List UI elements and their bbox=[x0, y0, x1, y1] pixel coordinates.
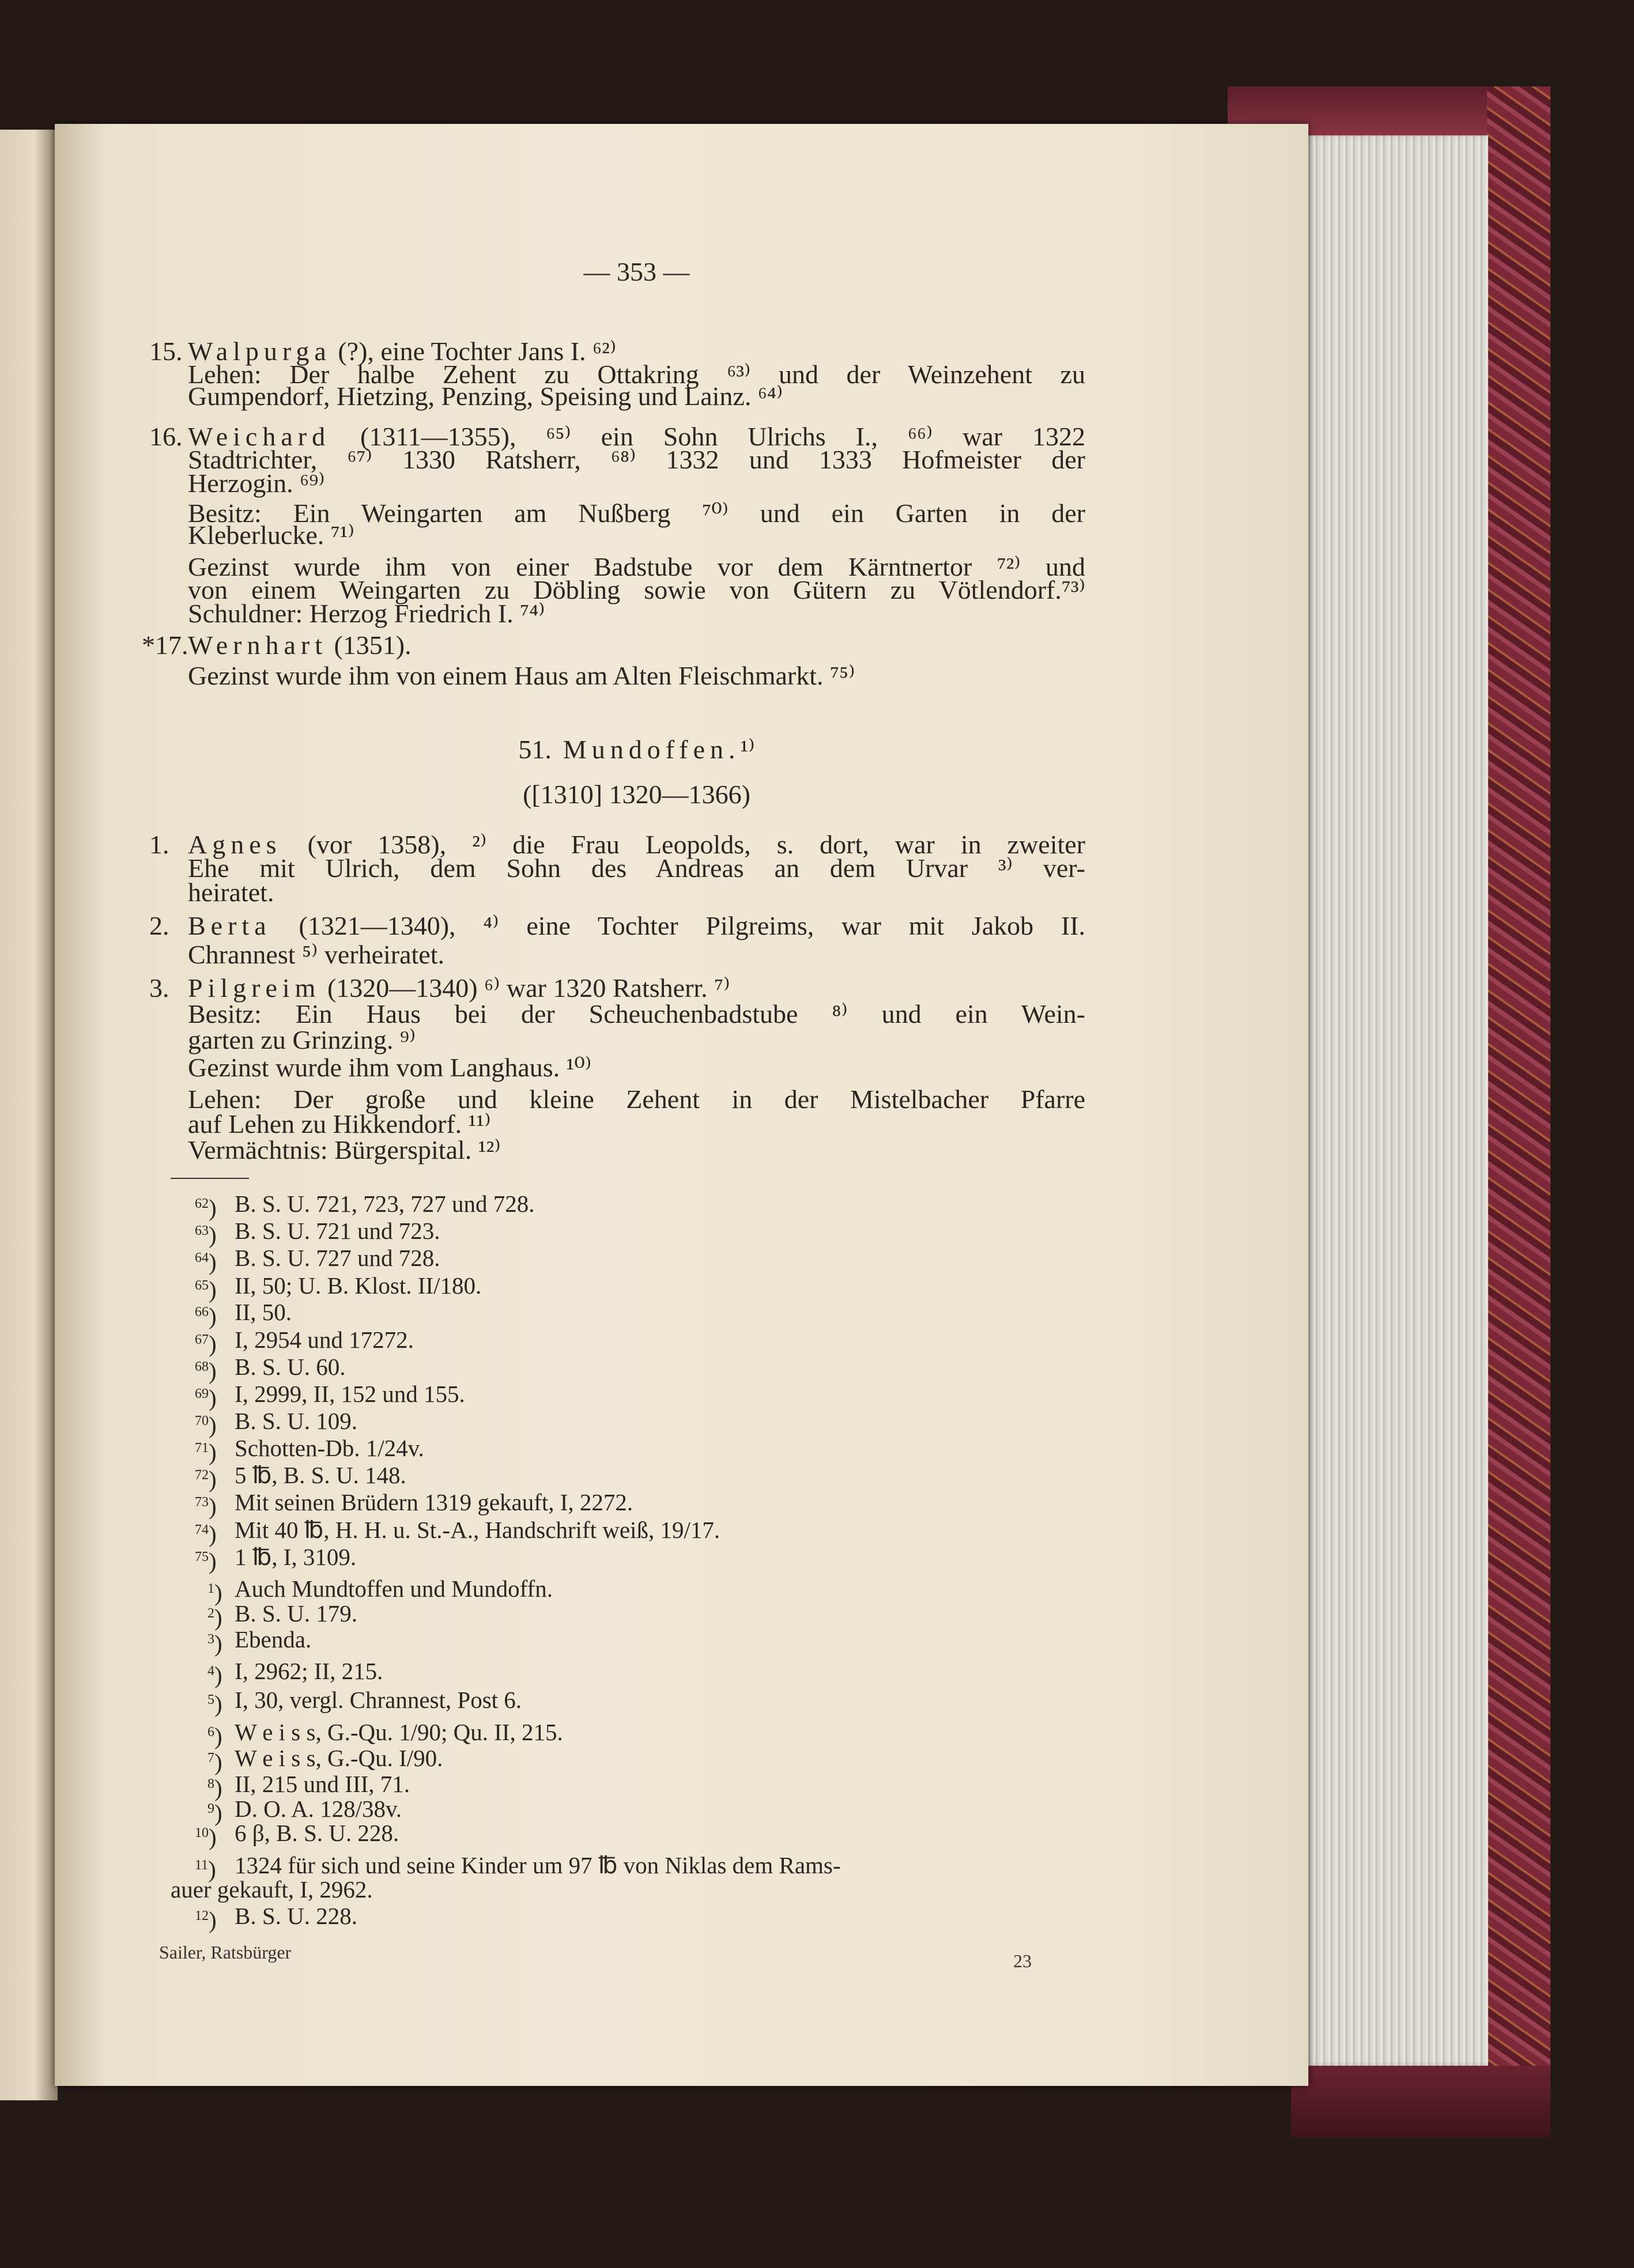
footnote-number: 4 bbox=[207, 1664, 214, 1679]
footnote-mark bbox=[195, 1435, 217, 1465]
footnote-text: W e i s s, G.-Qu. 1/90; Qu. II, 215. bbox=[235, 1718, 563, 1745]
footnote-paren: ) bbox=[209, 1249, 217, 1276]
footnote-mark bbox=[195, 1408, 217, 1438]
entry-text-line: Chrannest ⁵⁾ verheiratet. bbox=[188, 940, 444, 970]
footnote-text: Mit seinen Brüdern 1319 gekauft, I, 2272. bbox=[235, 1489, 633, 1516]
footnote-paren: ) bbox=[214, 1722, 222, 1749]
footnote-text: II, 215 und III, 71. bbox=[235, 1771, 410, 1798]
footnote-number: 9 bbox=[207, 1801, 214, 1816]
entry-text-line: heiratet. bbox=[188, 878, 274, 908]
footnote-number: 8 bbox=[207, 1776, 214, 1792]
footnote-number: 7 bbox=[207, 1750, 214, 1766]
footnote-number: 72 bbox=[195, 1468, 209, 1483]
footnote-mark bbox=[195, 1218, 217, 1248]
entry-first-line-text: (1351). bbox=[327, 630, 412, 660]
footnote-paren: ) bbox=[209, 1384, 217, 1411]
section-heading-name: Mundoffen. bbox=[563, 734, 741, 764]
footnote-number: 70 bbox=[195, 1413, 209, 1428]
footnote-number: 71 bbox=[195, 1441, 209, 1456]
footnote-paren: ) bbox=[209, 1195, 217, 1222]
footnote-text: D. O. A. 128/38v. bbox=[235, 1795, 402, 1822]
book-cover-bottom bbox=[1291, 2066, 1550, 2138]
entry-text-line: Schuldner: Herzog Friedrich I. ⁷⁴⁾ bbox=[188, 598, 545, 628]
footnote-number: 64 bbox=[195, 1250, 209, 1266]
entry-first-line-text: (1320—1340) ⁶⁾ war 1320 Ratsherr. ⁷⁾ bbox=[320, 973, 730, 1003]
footnote-text: B. S. U. 228. bbox=[235, 1902, 358, 1929]
entry-text-line: Herzogin. ⁶⁹⁾ bbox=[188, 468, 325, 498]
entry-text-line: Kleberlucke. ⁷¹⁾ bbox=[188, 520, 354, 550]
entry-text-line: Lehen: Der große und kleine Zehent in der Mistelbacher Pfarre bbox=[188, 1084, 1085, 1114]
footnote-text: W e i s s, G.-Qu. I/90. bbox=[235, 1744, 443, 1771]
footnote-text: 1 ℔, I, 3109. bbox=[235, 1543, 357, 1570]
entry-first-line bbox=[188, 910, 1085, 942]
footnote-mark bbox=[195, 1190, 217, 1221]
footnote-text: B. S. U. 721, 723, 727 und 728. bbox=[235, 1190, 535, 1218]
footnote-paren: ) bbox=[209, 1906, 217, 1933]
footnote-mark bbox=[195, 1517, 217, 1547]
footnote-mark bbox=[195, 1462, 217, 1492]
page-block-edges bbox=[1304, 135, 1488, 2066]
footnote-text: II, 50. bbox=[235, 1299, 292, 1326]
footnote-text: Schotten-Db. 1/24v. bbox=[235, 1435, 424, 1461]
entry-number: *17. bbox=[142, 630, 188, 660]
entry-text-line: Besitz: Ein Weingarten am Nußberg ⁷⁰⁾ und ein Garten in der bbox=[188, 498, 1085, 528]
entry-person-name: Agnes bbox=[188, 830, 282, 860]
entry-text-line: Ehe mit Ulrich, dem Sohn des Andreas an dem Urvar ³⁾ ver- bbox=[188, 853, 1085, 883]
footer-author-title: Sailer, Ratsbürger bbox=[159, 1941, 292, 1963]
footnote-text: Ebenda. bbox=[235, 1626, 312, 1653]
footnote-text: I, 2999, II, 152 und 155. bbox=[235, 1380, 465, 1407]
footnote-paren: ) bbox=[209, 1466, 217, 1493]
footnote-mark bbox=[195, 1354, 217, 1384]
footnote-number: 5 bbox=[207, 1692, 214, 1708]
section-heading bbox=[188, 734, 1085, 765]
footnote-number: 6 bbox=[207, 1724, 214, 1740]
footnote-paren: ) bbox=[209, 1547, 217, 1574]
footnote-mark bbox=[207, 1658, 222, 1688]
footnote-mark bbox=[195, 1326, 217, 1357]
footnote-paren: ) bbox=[214, 1748, 222, 1775]
footnote-text: I, 2962; II, 215. bbox=[235, 1658, 383, 1685]
footnote-paren: ) bbox=[214, 1604, 222, 1631]
entry-first-line-text: (?), eine Tochter Jans I. ⁶²⁾ bbox=[331, 337, 617, 366]
footnote-continuation: auer gekauft, I, 2962. bbox=[171, 1876, 373, 1903]
footnote-text: Auch Mundtoffen und Mundoffn. bbox=[235, 1575, 553, 1602]
entry-person-name: Wernhart bbox=[188, 630, 327, 660]
footnote-number: 69 bbox=[195, 1386, 209, 1401]
footnote-number: 12 bbox=[195, 1908, 209, 1923]
footnote-text: II, 50; U. B. Klost. II/180. bbox=[235, 1272, 482, 1299]
entry-first-line-text: (1311—1355), ⁶⁵⁾ ein Sohn Ulrichs I., ⁶⁶⁾ war 1322 bbox=[330, 422, 1085, 452]
footnote-mark bbox=[195, 1903, 217, 1933]
footnote-mark bbox=[195, 1272, 217, 1303]
footnote-text: Mit 40 ℔, H. H. u. St.-A., Handschrift weiß, 19/17. bbox=[235, 1516, 720, 1543]
footnote-text: B. S. U. 179. bbox=[235, 1600, 358, 1627]
entry-text-line: auf Lehen zu Hikkendorf. ¹¹⁾ bbox=[188, 1109, 491, 1139]
entry-number: 15. bbox=[149, 337, 183, 366]
footnote-paren: ) bbox=[209, 1357, 217, 1384]
footnote-separator-rule bbox=[171, 1178, 249, 1179]
footnote-number: 2 bbox=[207, 1605, 214, 1621]
section-heading-note: ¹⁾ bbox=[740, 734, 755, 764]
footnote-number: 66 bbox=[195, 1305, 209, 1320]
footnote-text: 5 ℔, B. S. U. 148. bbox=[235, 1462, 406, 1489]
entry-person-name: Weichard bbox=[188, 422, 331, 452]
footnote-mark bbox=[195, 1299, 217, 1329]
footnote-text: B. S. U. 109. bbox=[235, 1407, 358, 1434]
entry-number: 16. bbox=[149, 422, 183, 452]
section-heading-num: 51. bbox=[518, 734, 552, 764]
footnote-text: 1324 für sich und seine Kinder um 97 ℔ von Niklas dem Rams- bbox=[235, 1851, 841, 1878]
footnote-number: 10 bbox=[195, 1825, 209, 1841]
footnote-text: 6 β, B. S. U. 228. bbox=[235, 1820, 399, 1847]
footnote-paren: ) bbox=[209, 1824, 217, 1851]
entry-text-line: Besitz: Ein Haus bei der Scheuchenbadstube ⁸⁾ und ein Wein- bbox=[188, 999, 1085, 1029]
entry-text-line: Gezinst wurde ihm vom Langhaus. ¹⁰⁾ bbox=[188, 1053, 592, 1083]
entry-text-line: Gezinst wurde ihm von einem Haus am Alten Fleischmarkt. ⁷⁵⁾ bbox=[188, 660, 855, 690]
footnote-paren: ) bbox=[209, 1222, 217, 1249]
footnote-number: 63 bbox=[195, 1223, 209, 1239]
section-dates: ([1310] 1320—1366) bbox=[523, 779, 750, 809]
footnote-mark bbox=[207, 1687, 222, 1717]
footnote-paren: ) bbox=[209, 1276, 217, 1303]
entry-person-name: Berta bbox=[188, 911, 271, 941]
entry-first-line-text: (vor 1358), ²⁾ die Frau Leopolds, s. dort, war in zweiter bbox=[281, 830, 1085, 860]
entry-number: 3. bbox=[149, 973, 169, 1003]
footnote-paren: ) bbox=[209, 1411, 217, 1438]
footnote-paren: ) bbox=[208, 1855, 216, 1883]
footnote-number: 3 bbox=[207, 1631, 214, 1647]
footnote-paren: ) bbox=[214, 1691, 222, 1718]
footnote-paren: ) bbox=[214, 1579, 222, 1606]
footnote-number: 75 bbox=[195, 1549, 209, 1564]
entry-number: 2. bbox=[149, 911, 169, 941]
footnote-paren: ) bbox=[214, 1630, 222, 1657]
footnote-mark bbox=[195, 1820, 217, 1850]
entry-person-name: Pilgreim bbox=[188, 973, 321, 1003]
facing-page-edge bbox=[0, 130, 58, 2100]
footnote-number: 67 bbox=[195, 1332, 209, 1347]
footnote-number: 65 bbox=[195, 1277, 209, 1293]
entry-number: 1. bbox=[149, 830, 169, 860]
entry-text-line: Gezinst wurde ihm von einer Badstube vor dem Kärntnertor ⁷²⁾ und bbox=[188, 552, 1085, 582]
footnote-paren: ) bbox=[209, 1303, 217, 1330]
footnote-number: 68 bbox=[195, 1359, 209, 1374]
footnote-mark bbox=[195, 1544, 217, 1574]
footnote-mark bbox=[195, 1245, 217, 1275]
footnote-mark bbox=[207, 1626, 222, 1657]
page-number: — 353 — bbox=[583, 257, 690, 287]
footnote-paren: ) bbox=[209, 1520, 217, 1547]
footnote-mark bbox=[195, 1489, 217, 1519]
footnote-mark bbox=[195, 1381, 217, 1411]
footer-signature-number: 23 bbox=[1013, 1950, 1032, 1971]
footnote-paren: ) bbox=[209, 1330, 217, 1357]
entry-first-line-text: (1321—1340), ⁴⁾ eine Tochter Pilgreims, war mit Jakob II. bbox=[271, 911, 1085, 941]
footnote-number: 11 bbox=[195, 1857, 209, 1873]
entry-person-name: Walpurga bbox=[188, 337, 331, 366]
footnote-number: 1 bbox=[207, 1581, 214, 1597]
footnote-number: 62 bbox=[195, 1196, 209, 1212]
entry-text-line: Gumpendorf, Hietzing, Penzing, Speising und Lainz. ⁶⁴⁾ bbox=[188, 381, 783, 411]
entry-text-line: Stadtrichter, ⁶⁷⁾ 1330 Ratsherr, ⁶⁸⁾ 1332 und 1333 Hofmeister der bbox=[188, 445, 1085, 475]
entry-text-line: von einem Weingarten zu Döbling sowie von Gütern zu Vötlendorf.⁷³⁾ bbox=[188, 575, 1085, 605]
footnote-paren: ) bbox=[214, 1775, 222, 1802]
entry-first-line bbox=[188, 630, 1085, 661]
footnote-text: B. S. U. 721 und 723. bbox=[235, 1218, 440, 1245]
footnote-paren: ) bbox=[209, 1493, 217, 1520]
footnote-number: 73 bbox=[195, 1495, 209, 1510]
footnote-paren: ) bbox=[209, 1439, 217, 1465]
footnote-text: I, 30, vergl. Chrannest, Post 6. bbox=[235, 1687, 522, 1714]
entry-text-line: garten zu Grinzing. ⁹⁾ bbox=[188, 1025, 416, 1055]
footnote-text: I, 2954 und 17272. bbox=[235, 1326, 414, 1353]
entry-text-line: Lehen: Der halbe Zehent zu Ottakring ⁶³⁾ und der Weinzehent zu bbox=[188, 360, 1085, 390]
footnote-number: 74 bbox=[195, 1522, 209, 1537]
footnote-text: B. S. U. 60. bbox=[235, 1353, 346, 1380]
footnote-text: B. S. U. 727 und 728. bbox=[235, 1245, 440, 1272]
footnote-paren: ) bbox=[214, 1662, 222, 1689]
entry-text-line: Vermächtnis: Bürgerspital. ¹²⁾ bbox=[188, 1135, 501, 1165]
footnote-paren: ) bbox=[214, 1799, 222, 1826]
book-cover-marbled-edge bbox=[1487, 86, 1550, 2138]
